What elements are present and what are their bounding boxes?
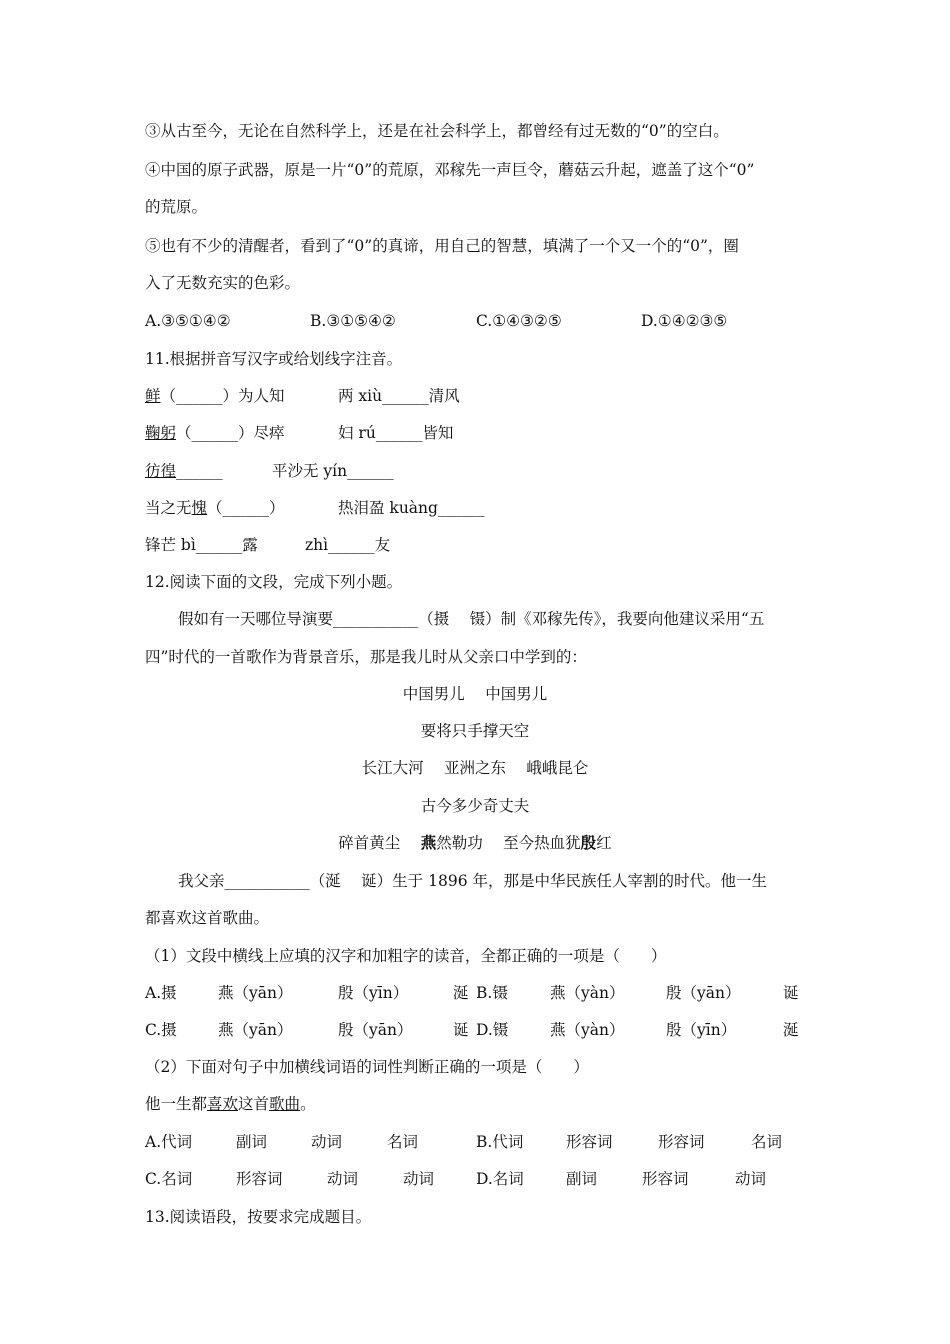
underlined-char: 鲜 — [145, 387, 161, 405]
q12-paragraph1-line2: 四”时代的一首歌作为背景音乐，那是我儿时从父亲口中学到的： — [145, 648, 587, 666]
sub1-b-4: 诞 — [783, 984, 799, 1002]
sub1-a-2: 燕（yān） — [218, 984, 293, 1002]
sub2-d-4: 动词 — [735, 1170, 767, 1188]
q10-item-4-line2: 的荒原。 — [145, 198, 208, 216]
sub1-b-1: B.镊 — [476, 984, 508, 1002]
sub1-a-3: 殷（yīn） — [338, 984, 409, 1002]
sub1-c-1: C.摄 — [145, 1021, 177, 1039]
blank-text: ______ — [176, 462, 223, 480]
song-line-4: 古今多少奇丈夫 — [420, 797, 530, 815]
sub2-d-1: D.名词 — [476, 1170, 524, 1188]
sub2-b-4: 名词 — [751, 1133, 783, 1151]
q12-title: 12.阅读下面的文段，完成下列小题。 — [145, 573, 403, 591]
q10-item-3: ③从古至今，无论在自然科学上，还是在社会科学上，都曾经有过无数的“0”的空白。 — [145, 122, 729, 140]
underlined-word: 歌曲 — [269, 1095, 301, 1113]
blank-text: （______）尽瘁 — [176, 424, 285, 442]
q11-row5-left: 锋芒 bì______露 — [145, 536, 258, 554]
q12-sub1-question: （1）文段中横线上应填的汉字和加粗字的读音，全都正确的一项是（ ） — [145, 947, 667, 965]
sub2-c-3: 动词 — [327, 1170, 359, 1188]
q10-option-a: A.③⑤①④② — [145, 312, 231, 330]
underlined-char: 愧 — [191, 499, 208, 517]
song-text: 红 — [596, 834, 612, 852]
blank-text: （______）为人知 — [160, 387, 285, 405]
q11-title: 11.根据拼音写汉字或给划线字注音。 — [145, 350, 403, 368]
song-text: 碎首黄尘 — [338, 834, 421, 852]
q12-paragraph2-line1: 我父亲___________（涎 诞）生于 1896 年，那是中华民族任人宰割的时代。他一生 — [178, 872, 767, 890]
q12-sub2-question: （2）下面对句子中加横线词语的词性判断正确的一项是（ ） — [145, 1058, 589, 1076]
underlined-char: 鞠躬 — [145, 424, 177, 442]
sentence-text: 他一生都 — [145, 1095, 208, 1113]
sub2-b-3: 形容词 — [658, 1133, 705, 1151]
bold-char: 殷 — [580, 833, 597, 852]
q11-row3-left — [145, 460, 223, 482]
bold-char: 燕 — [420, 833, 437, 852]
song-line-5 — [0, 832, 950, 854]
song-line-3: 长江大河 亚洲之东 峨峨昆仑 — [361, 759, 589, 777]
sub2-d-3: 形容词 — [642, 1170, 689, 1188]
sub1-b-2: 燕（yàn） — [550, 984, 625, 1002]
q10-item-4-line1: ④中国的原子武器，原是一片“0”的荒原，邓稼先一声巨令，蘑菇云升起，遮盖了这个“0” — [145, 161, 755, 179]
q10-option-d: D.①④②③⑤ — [641, 312, 728, 330]
song-text: 然勒功 至今热血犹 — [436, 834, 581, 852]
q12-paragraph1-line1: 假如有一天哪位导演要___________（摄 镊）制《邓稼先传》，我要向他建议采用“五 — [178, 610, 765, 628]
q12-paragraph2-line2: 都喜欢这首歌曲。 — [145, 909, 270, 927]
sub1-d-1: D.镊 — [476, 1021, 509, 1039]
sub1-a-1: A.摄 — [145, 984, 177, 1002]
sub2-b-2: 形容词 — [566, 1133, 613, 1151]
q12-sub2-sentence — [145, 1093, 316, 1115]
prefix-text: 当之无 — [145, 499, 192, 517]
sub2-c-4: 动词 — [403, 1170, 435, 1188]
q11-row2-left — [145, 422, 285, 444]
q11-row1-right: 两 xiù______清风 — [338, 387, 460, 405]
sub1-b-3: 殷（yān） — [666, 984, 741, 1002]
q11-row3-right: 平沙无 yín______ — [272, 462, 394, 480]
q10-item-5-line1: ⑤也有不少的清醒者，看到了“0”的真谛，用自己的智慧，填满了一个又一个的“0”，圈 — [145, 237, 739, 255]
sub2-a-2: 副词 — [236, 1133, 268, 1151]
underlined-word: 喜欢 — [207, 1095, 239, 1113]
sub1-c-2: 燕（yān） — [218, 1021, 293, 1039]
q11-row4-right: 热泪盈 kuàng______ — [338, 499, 485, 517]
sub2-c-2: 形容词 — [236, 1170, 283, 1188]
q11-row1-left — [145, 385, 285, 407]
sentence-text: 。 — [300, 1095, 316, 1113]
q11-row2-right: 妇 rú______皆知 — [338, 424, 454, 442]
sub2-a-1: A.代词 — [145, 1133, 193, 1151]
q13-title: 13.阅读语段，按要求完成题目。 — [145, 1208, 372, 1226]
sub1-c-4: 诞 — [453, 1021, 469, 1039]
sub2-a-4: 名词 — [387, 1133, 419, 1151]
song-line-2: 要将只手撑天空 — [420, 722, 530, 740]
underlined-char: 彷徨 — [145, 462, 177, 480]
blank-text: （______） — [207, 499, 285, 517]
sub2-d-2: 副词 — [566, 1170, 598, 1188]
sub2-a-3: 动词 — [311, 1133, 343, 1151]
sub1-a-4: 涎 — [453, 984, 469, 1002]
song-line-1: 中国男儿 中国男儿 — [402, 685, 548, 703]
sub1-d-3: 殷（yīn） — [666, 1021, 737, 1039]
sub2-c-1: C.名词 — [145, 1170, 193, 1188]
sub1-d-2: 燕（yàn） — [550, 1021, 625, 1039]
sub1-d-4: 涎 — [783, 1021, 799, 1039]
sub2-b-1: B.代词 — [476, 1133, 524, 1151]
q11-row4-left — [145, 497, 285, 519]
q11-row5-right: zhì______友 — [305, 536, 391, 554]
q10-item-5-line2: 入了无数充实的色彩。 — [145, 274, 301, 292]
sentence-text: 这首 — [238, 1095, 270, 1113]
sub1-c-3: 殷（yān） — [338, 1021, 413, 1039]
q10-option-c: C.①④③②⑤ — [476, 312, 562, 330]
q10-option-b: B.③①⑤④② — [310, 312, 396, 330]
